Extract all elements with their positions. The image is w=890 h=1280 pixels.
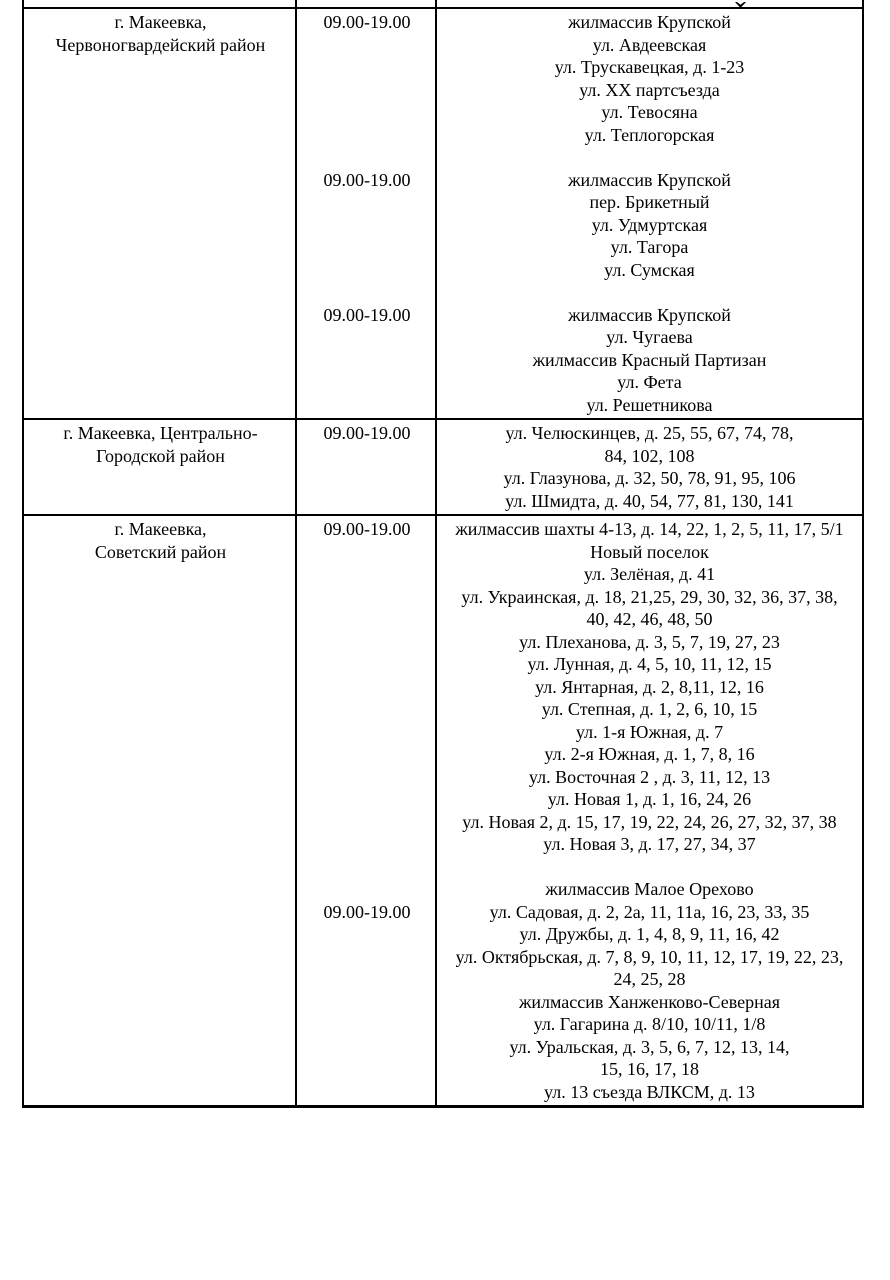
row-blocks <box>297 422 862 512</box>
text-line: ул. 13 съезда ВЛКСМ, д. 13 <box>544 1081 755 1102</box>
text-line: ул. Лунная, д. 4, 5, 10, 11, 12, 15 <box>527 654 772 674</box>
text-line: ул. Украинская, д. 18, 21,25, 29, 30, 32, 36, 37, 38, <box>461 586 838 607</box>
text-line: ул. Удмуртская <box>591 214 708 235</box>
streets-cell <box>437 304 862 417</box>
text-line: ул. Новая 2, д. 15, 17, 19, 22, 24, 26, 27, 32, 37, 38 <box>462 811 837 832</box>
time-cell <box>297 304 437 417</box>
text-line: пер. Брикетный <box>589 192 710 212</box>
table-row-chervonogvardeysky <box>24 7 862 418</box>
streets-cell <box>437 878 862 1103</box>
time-value: 09.00-19.00 <box>323 169 411 190</box>
streets-cell <box>437 518 862 856</box>
time-cell <box>297 169 437 282</box>
schedule-block <box>297 518 862 856</box>
time-value: 09.00-19.00 <box>323 423 411 443</box>
schedule-block <box>297 304 862 417</box>
text-line: г. Макеевка, Центрально- <box>63 423 258 443</box>
time-cell <box>297 11 437 146</box>
text-line: ул. Новая 1, д. 1, 16, 24, 26 <box>547 789 752 809</box>
text-line: ул. Садовая, д. 2, 2а, 11, 11а, 16, 23, 33, 35 <box>489 901 810 922</box>
time-cell <box>297 518 437 856</box>
text-line: ул. Новая 3, д. 17, 27, 34, 37 <box>543 834 756 854</box>
text-line: жилмассив Малое Орехово <box>545 879 754 899</box>
time-value: 09.00-19.00 <box>323 304 411 325</box>
time-cell <box>297 878 437 1103</box>
time-value: 09.00-19.00 <box>323 12 411 32</box>
text-line: ул. Решетникова <box>586 394 713 415</box>
table-row-tsentralno-gorodskoy <box>24 418 862 514</box>
text-line: ул. Фета <box>617 372 682 392</box>
text-line: ул. Теплогорская <box>584 124 715 145</box>
time-cell <box>297 422 437 512</box>
district-cell <box>24 422 297 512</box>
text-line: ул. Глазунова, д. 32, 50, 78, 91, 95, 106 <box>503 468 796 488</box>
text-line: жилмассив Крупской <box>568 169 731 190</box>
schedule-block <box>297 422 862 512</box>
text-line: жилмассив Красный Партизан <box>532 349 767 370</box>
text-line: ул. Тевосяна <box>601 102 698 122</box>
text-line: Новый поселок <box>590 541 709 562</box>
text-line: Городской район <box>96 445 225 466</box>
text-line: ул. Тагора <box>610 237 689 257</box>
text-line: ул. Шмидта, д. 40, 54, 77, 81, 130, 141 <box>505 490 794 511</box>
schedule-block <box>297 169 862 282</box>
district-cell <box>24 11 297 416</box>
row-blocks <box>297 518 862 1103</box>
text-line: жилмассив Ханженково-Северная <box>518 991 781 1012</box>
table-row-sovetsky <box>24 514 862 1105</box>
row-blocks <box>297 11 862 416</box>
text-line: ул. Сумская <box>604 259 695 280</box>
text-line: Советский район <box>94 541 227 562</box>
text-line: 84, 102, 108 <box>604 445 695 466</box>
text-line: г. Макеевка, <box>114 519 207 539</box>
cut-text-fragment <box>735 2 746 7</box>
streets-cell <box>437 11 862 146</box>
text-line: ул. Октябрьская, д. 7, 8, 9, 10, 11, 12, 17, 19, 22, 23, <box>455 946 844 967</box>
text-line: ул. Дружбы, д. 1, 4, 8, 9, 11, 16, 42 <box>519 924 780 944</box>
text-line: 40, 42, 46, 48, 50 <box>586 609 713 629</box>
table-row-cutoff <box>24 0 862 7</box>
district-cell <box>24 518 297 1103</box>
streets-cell <box>437 422 862 512</box>
text-line: жилмассив Крупской <box>568 304 731 325</box>
text-line: ул. 1-я Южная, д. 7 <box>575 721 724 742</box>
text-line: ул. Зелёная, д. 41 <box>583 564 716 584</box>
text-line: жилмассив Крупской <box>568 12 731 32</box>
text-line: ул. Авдеевская <box>592 34 707 55</box>
text-line: ул. Степная, д. 1, 2, 6, 10, 15 <box>541 699 758 719</box>
text-line: г. Макеевка, <box>114 12 207 32</box>
text-line: 15, 16, 17, 18 <box>600 1059 699 1079</box>
schedule-block <box>297 11 862 146</box>
schedule-block <box>297 878 862 1103</box>
text-line: ул. Гагарина д. 8/10, 10/11, 1/8 <box>533 1014 766 1034</box>
text-line: ул. 2-я Южная, д. 1, 7, 8, 16 <box>544 744 755 764</box>
time-value: 09.00-19.00 <box>323 519 411 539</box>
text-line: Червоногвардейский район <box>55 34 266 55</box>
text-line: ул. Янтарная, д. 2, 8,11, 12, 16 <box>535 676 764 697</box>
text-line: ул. Уральская, д. 3, 5, 6, 7, 12, 13, 14, <box>509 1036 790 1057</box>
text-line: 24, 25, 28 <box>613 969 686 989</box>
text-line: ул. Восточная 2 , д. 3, 11, 12, 13 <box>528 766 771 787</box>
text-line: жилмассив шахты 4-13, д. 14, 22, 1, 2, 5, 11, 17, 5/1 <box>455 519 844 539</box>
time-value: 09.00-19.00 <box>323 901 411 922</box>
text-line: ул. ХХ партсъезда <box>579 79 720 100</box>
text-line: ул. Трускавецкая, д. 1-23 <box>554 57 745 77</box>
text-line: ул. Чугаева <box>606 327 693 347</box>
column-divider-time-streets <box>435 0 437 1105</box>
text-line: ул. Челюскинцев, д. 25, 55, 67, 74, 78, <box>505 423 794 443</box>
column-divider-district-time <box>295 0 297 1105</box>
outage-schedule-table <box>22 0 864 1108</box>
text-line: ул. Плеханова, д. 3, 5, 7, 19, 27, 23 <box>519 631 780 652</box>
streets-cell <box>437 169 862 282</box>
